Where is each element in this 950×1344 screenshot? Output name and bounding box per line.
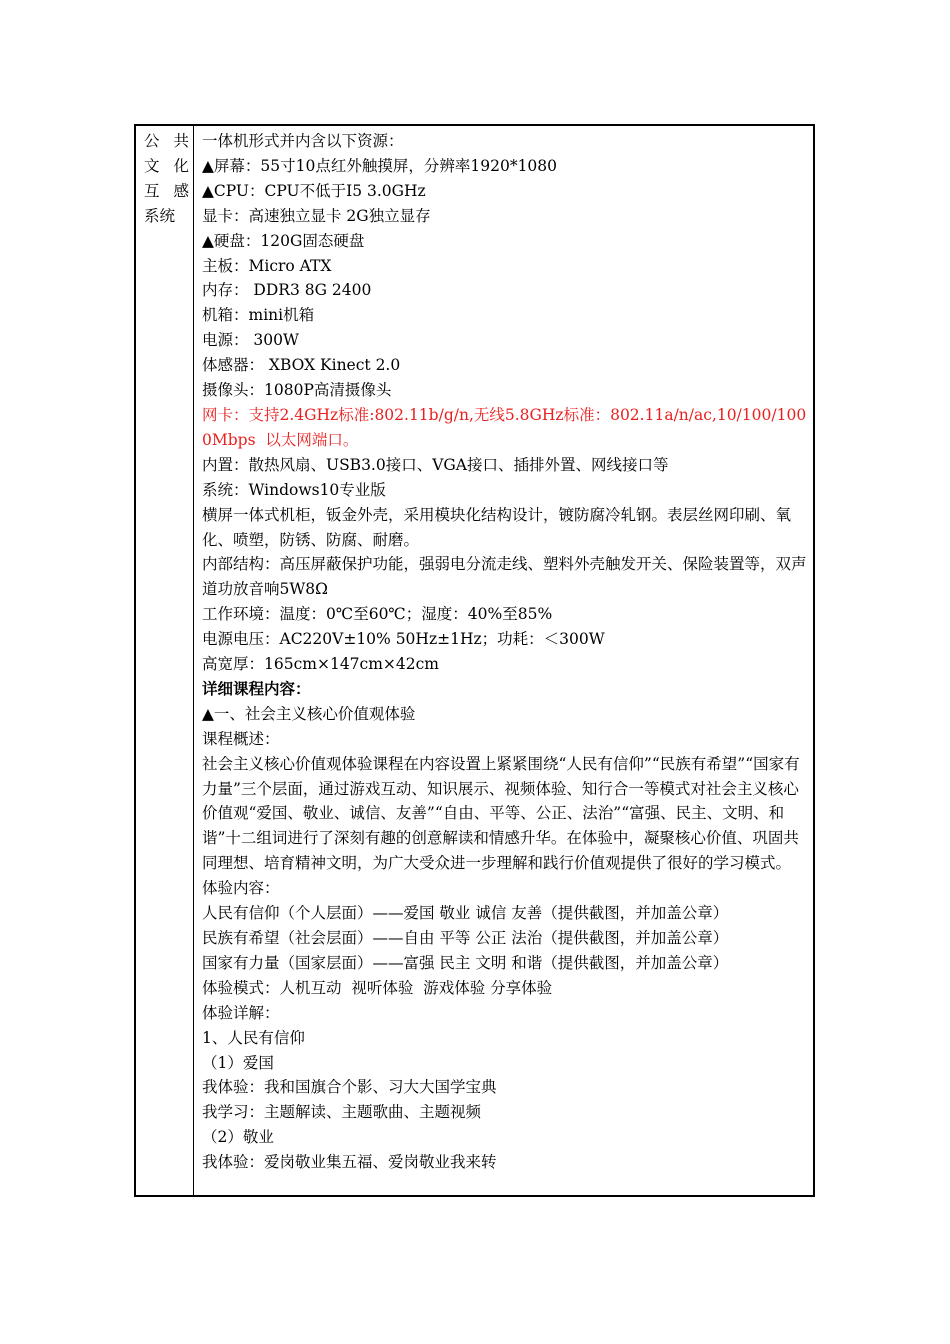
spec-line: 体验详解： xyxy=(202,1003,280,1022)
spec-line: 体验内容： xyxy=(202,879,280,898)
spec-line: 横屏一体式机柜，钣金外壳，采用模块化结构设计，镀防腐冷轧钢。表层丝网印刷、氧化、喷塑，防锈、防腐、耐磨。 xyxy=(202,505,792,549)
spec-line: 我学习：主题解读、主题歌曲、主题视频 xyxy=(202,1103,482,1122)
spec-line: 1、人民有信仰 xyxy=(202,1028,305,1047)
highlighted-spec-line: 网卡：支持2.4GHz标准:802.11b/g/n,无线5.8GHz标准：802.11a/n/ac,10/100/1000Mbps 以太网端口。 xyxy=(202,405,807,449)
spec-line: 一体机形式并内含以下资源： xyxy=(202,132,404,150)
spec-line: （2）敬业 xyxy=(202,1128,274,1147)
spec-line: ▲硬盘：120G固态硬盘 xyxy=(202,231,365,250)
spec-line: 我体验：我和国旗合个影、习大大国学宝典 xyxy=(202,1078,497,1097)
spec-table xyxy=(134,124,815,1197)
spec-line: （1）爱国 xyxy=(202,1053,274,1072)
spec-line: 体感器： XBOX Kinect 2.0 xyxy=(202,356,401,375)
spec-line: 显卡：高速独立显卡 2G独立显存 xyxy=(202,206,431,225)
spec-line: 内部结构：高压屏蔽保护功能，强弱电分流走线、塑料外壳触发开关、保险装置等，双声道功放音响5W8Ω xyxy=(202,555,807,599)
spec-line: 民族有希望（社会层面）——自由 平等 公正 法治（提供截图，并加盖公章） xyxy=(202,929,729,947)
section-heading: 详细课程内容： xyxy=(202,678,311,698)
spec-line: 主板：Micro ATX xyxy=(202,256,332,275)
spec-line: 摄像头：1080P高清摄像头 xyxy=(202,381,392,400)
category-label-line: 公 共 xyxy=(144,132,189,150)
spec-line: 内置：散热风扇、USB3.0接口、VGA接口、插排外置、网线接口等 xyxy=(202,455,669,474)
category-label-line: 互 感 xyxy=(144,182,189,200)
spec-line: 体验模式：人机互动 视听体验 游戏体验 分享体验 xyxy=(202,978,553,997)
category-label-line: 文 化 xyxy=(144,157,189,175)
category-label-line: 系统 xyxy=(144,207,176,225)
spec-line: 电源电压：AC220V±10% 50Hz±1Hz；功耗：＜300W xyxy=(202,630,605,649)
spec-line: 系统：Windows10专业版 xyxy=(202,480,386,499)
spec-line: 电源： 300W xyxy=(202,331,299,350)
category-label-cell xyxy=(136,126,194,1195)
spec-line: 人民有信仰（个人层面）——爱国 敬业 诚信 友善（提供截图，并加盖公章） xyxy=(202,904,729,923)
spec-line: 机箱：mini机箱 xyxy=(202,306,315,325)
spec-line: 工作环境：温度：0℃至60℃；湿度：40%至85% xyxy=(202,605,553,624)
spec-line: 国家有力量（国家层面）——富强 民主 文明 和谐（提供截图，并加盖公章） xyxy=(202,953,729,972)
spec-line: 内存： DDR3 8G 2400 xyxy=(202,281,372,300)
spec-line: 课程概述： xyxy=(202,729,280,748)
spec-line: 我体验：爱岗敬业集五福、爱岗敬业我来转 xyxy=(202,1153,497,1172)
spec-line: ▲一、社会主义核心价值观体验 xyxy=(202,704,416,723)
spec-line: 高宽厚：165cm×147cm×42cm xyxy=(202,655,440,674)
spec-line: ▲CPU：CPU不低于I5 3.0GHz xyxy=(202,181,426,200)
spec-line: ▲屏幕：55寸10点红外触摸屏，分辨率1920*1080 xyxy=(202,156,558,175)
spec-content-cell xyxy=(194,126,813,1195)
spec-line: 社会主义核心价值观体验课程在内容设置上紧紧围绕“人民有信仰”“民族有希望”“国家有力量”三个层面，通过游戏互动、知识展示、视频体验、知行合一等模式对社会主义核心价值观“爱国、敬业、诚信、友善”“自由、平等、公正、法治”“富强、民主、文明、和谐”十二组词进行了深刻有趣的创意解读和情感升华。在体验中，凝聚核心价值、巩固共同理想、培育精神文明，为广大受众进一步理解和践行价值观提供了很好的学习模式。 xyxy=(202,754,800,873)
